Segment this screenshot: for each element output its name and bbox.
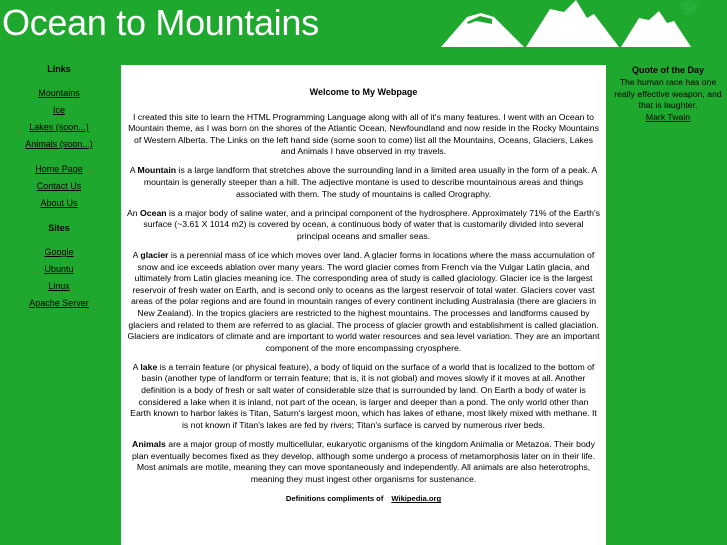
link-mountains[interactable]: Mountains	[38, 88, 80, 98]
glacier-paragraph: A glacier is a perennial mass of ice which moves over land. A glacier forms in locations where the mass accumulation of snow and ice exceeds ablation over many years. The word glacier comes from French via the Vulgar Latin glacia, and ultimately from Latin glacies meaning ice. The corresponding area of study is called glaciology. Glacier ice is the largest reservoir of fresh water on Earth, and is second only to oceans as the largest reservoir of total water. Glaciers cover vast areas of the polar regions and are found in mountain ranges of every continent including Australasia (there are glaciers in New Zealand). In the tropics glaciers are restricted to the highest mountains. The processes and landforms caused by glaciers and related to them are referred to as glacial. The process of glacier growth and establishment is called glaciation. Glaciers are indicators of climate and are important to world water resources and sea level variation. They are an important component of the more encompassing cryosphere.	[127, 250, 600, 353]
left-sidebar	[0, 64, 118, 315]
link-home-page[interactable]: Home Page	[35, 163, 83, 174]
credit: Definitions compliments of Wikipedia.org	[285, 494, 442, 504]
site-title: Ocean to Mountains	[2, 2, 319, 43]
quote-author-link[interactable]: Mark Twain	[645, 112, 691, 123]
sites-heading: Sites	[48, 222, 70, 233]
link-apache-server[interactable]: Apache Server	[29, 297, 89, 308]
link-linux[interactable]: Linux	[48, 280, 70, 291]
link-about-us[interactable]: About Us	[40, 197, 78, 208]
right-sidebar	[609, 65, 727, 124]
link-ice[interactable]: Ice	[52, 104, 65, 115]
animals-paragraph: Animals are a major group of mostly multicellular, eukaryotic organisms of the kingdom Animalia or Metazoa. Their body plan eventually becomes fixed as they develop, although some undergo a process of metamorphosis later on in their life. Most animals are motile, meaning they can move spontaneously and independently. All animals are also heterotrophs, meaning they must ingest other organisms for sustenance.	[131, 438, 596, 484]
link-contact-us[interactable]: Contact Us	[36, 180, 82, 191]
intro-paragraph: I created this site to learn the HTML Programming Language along with all of it's many features. I went with an Ocean to Mountain theme, as I was born on the shores of the Atlantic Ocean, Newfoundland and now reside in the Rocky Mountains of Western Alberta. The Links on the left hand side (some soon to come) list all the Mountains, Oceans, Glaciers, Lakes and Animals I have observed in my travels.	[128, 111, 599, 157]
mountains-logo-icon	[430, 0, 727, 50]
link-animals[interactable]: Animals (soon...)	[25, 138, 93, 149]
ocean-paragraph: An Ocean is a major body of saline water, and a principal component of the hydrosphere. Approximately 71% of the Earth's surface (~3.61 X 1014 m2) is covered by ocean, a continuous body of water that is customarily divided into several principal oceans and smaller seas.	[127, 207, 600, 241]
link-google[interactable]: Google	[44, 246, 74, 257]
quote-text: The human race has one really effective weapon, and that is laughter.	[614, 76, 722, 111]
quote-heading: Quote of the Day	[631, 65, 704, 75]
page-title: Welcome to My Webpage	[309, 87, 418, 97]
lake-paragraph: A lake is a terrain feature (or physical feature), a body of liquid on the surface of a world that is localized to the bottom of basin (another type of landform or terrain feature; that is, it is not global) and moves slowly if it moves at all. Another definition is a body of fresh or salt water of considerable size that is surrounded by land. On Earth a body of water is considered a lake when it is inland, not part of the ocean, is larger and deeper than a pond. The only world other than Earth known to harbor lakes is Titan, Saturn's largest moon, which has lakes of ethane, most likely mixed with methane. It is not known if Titan's lakes are fed by rivers; Titan's surface is carved by numerous river beds.	[130, 361, 597, 430]
wikipedia-link[interactable]: Wikipedia.org	[391, 494, 442, 504]
main-content	[121, 65, 606, 545]
mountain-paragraph: A Mountain is a large landform that stretches above the surrounding land in a limited area usually in the form of a peak. A mountain is generally steeper than a hill. The adjective montane is used to describe mountainous areas and things associated with them. The study of mountains is called Orography.	[129, 165, 598, 199]
link-lakes[interactable]: Lakes (soon...)	[29, 121, 89, 132]
links-heading: Links	[47, 64, 71, 74]
link-ubuntu[interactable]: Ubuntu	[44, 263, 74, 274]
header	[0, 0, 727, 58]
